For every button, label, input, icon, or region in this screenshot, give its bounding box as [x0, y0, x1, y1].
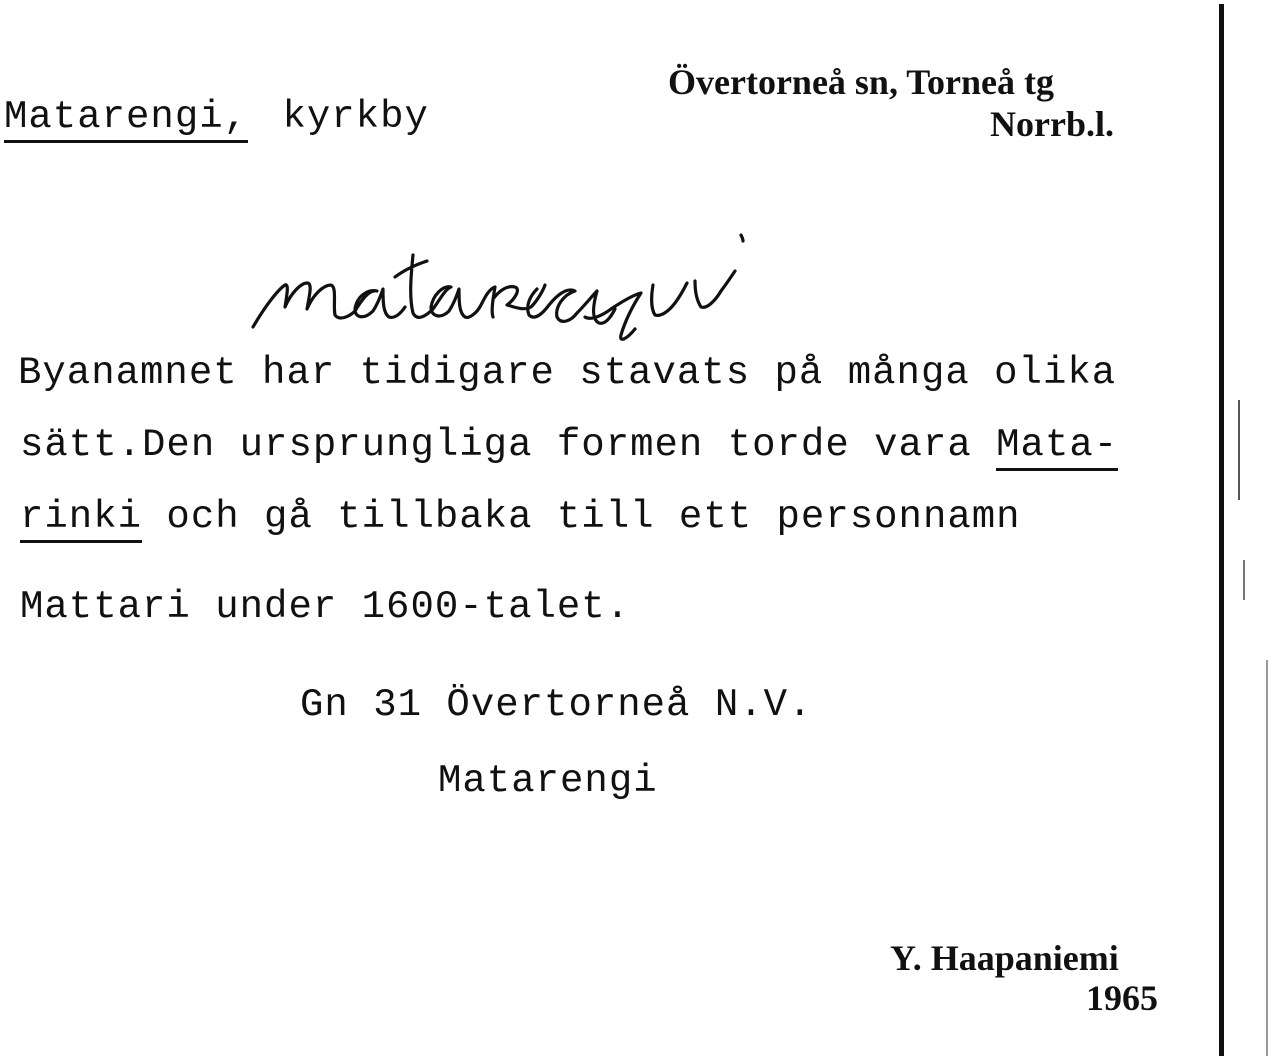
card-edge-mark — [1238, 400, 1240, 500]
card-edge-mark — [1243, 560, 1245, 600]
body-line-2-underlined: Mata- — [996, 423, 1118, 471]
card-edge-mark — [1266, 660, 1268, 1056]
handwritten-pronunciation — [245, 225, 765, 345]
body-line-3-text: och gå tillbaka till ett personnamn — [142, 495, 1021, 539]
body-line-3-underlined: rinki — [20, 495, 142, 543]
body-line-1: Byanamnet har tidigare stavats på många olika — [18, 351, 1117, 395]
county-label: Norrb.l. — [990, 104, 1114, 144]
body-line-3 — [20, 495, 1021, 539]
place-name-line — [4, 95, 429, 139]
source-village: Matarengi — [438, 759, 658, 803]
card-edge-line — [1219, 4, 1224, 1056]
parish-label: Övertorneå sn, Torneå tg — [668, 62, 1054, 102]
place-type: kyrkby — [282, 95, 429, 139]
body-line-2-text: sätt.Den ursprungliga formen torde vara — [20, 423, 997, 467]
body-line-2 — [20, 423, 1119, 467]
signature-year: 1965 — [1086, 978, 1158, 1018]
place-name: Matarengi, — [4, 95, 248, 143]
body-line-4: Mattari under 1600-talet. — [20, 585, 631, 629]
source-reference: Gn 31 Övertorneå N.V. — [300, 683, 813, 727]
author-signature: Y. Haapaniemi — [890, 938, 1119, 978]
